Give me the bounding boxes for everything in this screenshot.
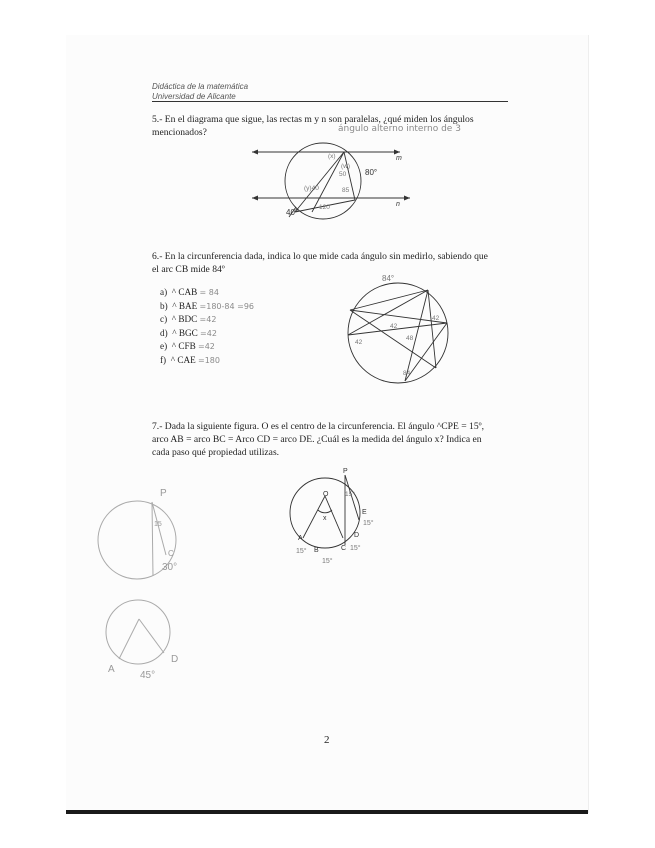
q5-angle-120: 120: [319, 204, 330, 211]
q6-line1: 6.- En la circunferencia dada, indica lo que mide cada ángulo sin medirlo, sabiendo que: [152, 251, 488, 262]
sketch2-A: A: [108, 664, 115, 675]
q6-chord-7: [428, 290, 436, 368]
q7-arc-AB: 15°: [296, 548, 307, 555]
label-m: m: [396, 155, 402, 162]
sketch2-line-1: [119, 619, 139, 659]
q5-line2: mencionados?: [152, 127, 207, 138]
sketch1-line-2: [152, 502, 166, 555]
sketch-2: [106, 600, 170, 664]
q6-item-e: e) ^ CFB =42: [160, 341, 215, 352]
q6-item-c: c) ^ BDC =42: [160, 314, 217, 325]
sketch1-C: C: [168, 549, 174, 558]
q6-line2: el arc CB mide 84º: [152, 264, 225, 275]
label-40: 40°: [286, 208, 299, 217]
q7-point-C: C: [341, 545, 347, 552]
q7-line1: 7.- Dada la siguiente figura. O es el centro de la circunferencia. El ángulo ^CPE = 15º,: [152, 421, 485, 432]
arrow-n-right: [404, 196, 410, 201]
q6-item-f: f) ^ CAE =180: [160, 354, 220, 365]
label-n: n: [396, 201, 400, 208]
q7-point-O: O: [323, 491, 329, 498]
q6-chord-3: [348, 290, 428, 335]
q7-arc-CD: 15°: [350, 545, 361, 552]
sketch2-D: D: [171, 654, 179, 665]
label-80: 80°: [365, 168, 378, 177]
q7-angle-x: x: [323, 515, 327, 522]
sketch1-angle: 15: [154, 521, 162, 528]
q7-line2: arco AB = arco BC = Arco CD = arco DE. ¿Cuál es la medida del ángulo x? Indica en: [152, 434, 482, 445]
q7-angle-15: 15°: [345, 491, 355, 498]
q7-point-B: B: [314, 547, 319, 554]
q6-diagram: [348, 283, 448, 383]
q7-OD: [325, 496, 343, 538]
q5-line1: 5.- En el diagrama que sigue, las rectas m y n son paralelas, ¿qué miden los ángulos: [152, 114, 474, 125]
q7-line3: cada paso qué propiedad utilizas.: [152, 447, 280, 458]
q6-item-b: b) ^ BAE =180-84 =96: [160, 300, 254, 311]
q6-chord-6: [405, 323, 447, 381]
q6-inner-1: 42: [355, 339, 363, 346]
arrow-m-right: [394, 150, 400, 155]
sketch1-arc: 30°: [162, 562, 178, 573]
q6-arc-label: 84°: [382, 274, 395, 283]
sketch2-line-2: [139, 619, 164, 653]
sketch1-P: P: [160, 488, 167, 499]
q5-angle-x: (x): [328, 153, 336, 160]
q5-angle-w: (w): [341, 163, 351, 170]
q7-arc-BC: 15°: [322, 558, 333, 565]
q6-item-d: d) ^ BGC =42: [160, 327, 217, 338]
q6-item-a: a) ^ CAB = 84: [160, 287, 219, 297]
q5-chord-1: [295, 152, 344, 212]
q6-chord-8: [350, 310, 436, 368]
q6-inner-2: 42: [390, 323, 398, 330]
sketch1-line-1: [152, 502, 153, 576]
q7-point-P: P: [343, 468, 348, 475]
page-number: 2: [324, 734, 330, 746]
q6-chord-1: [350, 290, 428, 310]
sketch2-circle: [106, 600, 170, 664]
q5-angle-50: 50: [339, 171, 347, 178]
q7-point-E: E: [362, 509, 367, 516]
q6-inner-4: 84: [403, 370, 411, 377]
q7-OA: [303, 496, 325, 538]
arrow-n-left: [252, 196, 258, 201]
q5-angle-85: 85: [342, 187, 350, 194]
q7-point-A: A: [298, 535, 303, 542]
q5-angle-y40: (y)40: [304, 185, 319, 192]
q7-angle-x-arc: [318, 510, 332, 513]
q7-point-D: D: [354, 532, 360, 539]
q5-handwritten-note: ángulo alterno interno de 3: [338, 124, 461, 134]
sketch2-arc: 45°: [140, 670, 156, 681]
arrow-m-left: [252, 150, 258, 155]
q6-inner-5: 48: [406, 335, 414, 342]
q6-inner-3: 42: [432, 315, 440, 322]
header-course: Didáctica de la matemática: [152, 82, 249, 91]
q7-arc-DE: 15°: [363, 520, 374, 527]
header-university: Universidad de Alicante: [152, 92, 236, 101]
